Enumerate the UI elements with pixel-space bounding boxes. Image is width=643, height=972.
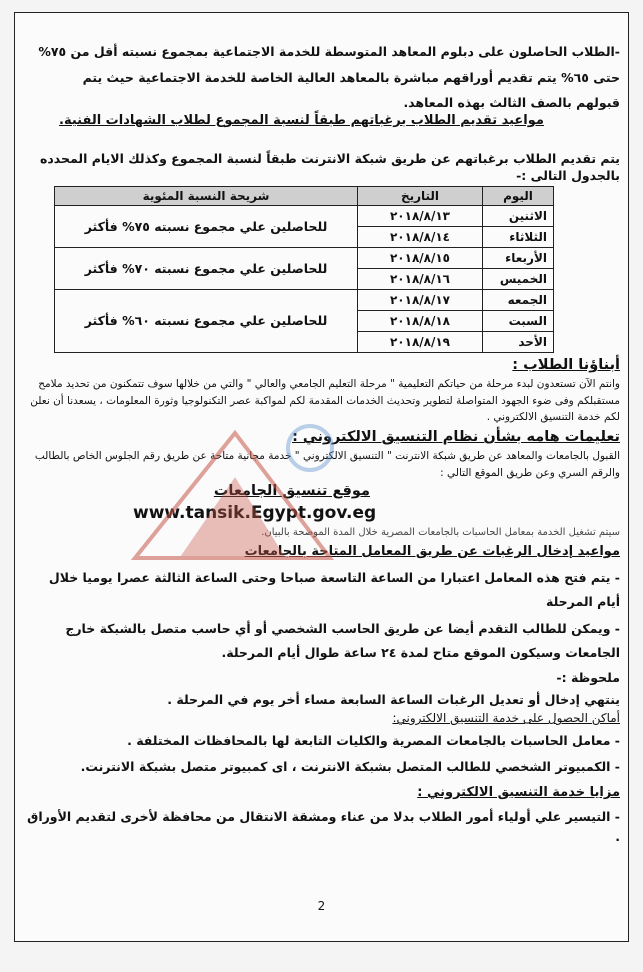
row-day: الخميس <box>483 269 554 290</box>
row-day: الثلاثاء <box>483 227 554 248</box>
row-day: الأحد <box>483 332 554 353</box>
row-bracket: للحاصلين علي مجموع نسبته ٧٥% فأكثر <box>55 206 358 248</box>
row-date: ٢٠١٨/٨/١٧ <box>358 290 483 311</box>
advantages-text: - التيسير علي أولياء أمور الطلاب بدلا من عناء ومشقة الانتقال من محافظة لأخرى لتقديم الأوراق . <box>27 808 620 844</box>
schedule-header-row <box>55 187 554 206</box>
site-note: سيتم تشغيل الخدمة بمعامل الحاسبات بالجامعات المصرية خلال المدة الموضحة بالبيان. <box>261 527 620 539</box>
intro-line-3: قبولهم بالصف الثالث بهذه المعاهد. <box>403 95 620 111</box>
page-number: 2 <box>317 898 326 913</box>
labs-item-1: - يتم فتح هذه المعامل اعتبارا من الساعة التاسعة صباحا وحتى الساعة الثالثة عصرا يوميا خلال أيام المرحلة <box>48 569 620 609</box>
site-url-link[interactable]: www.tansik.Egypt.gov.eg <box>133 502 377 523</box>
labs-item-2: - ويمكن للطالب التقدم أيضا عن طريق الحاسب الشخصي أو أي حاسب متصل بالشبكة خارج الجامعات وسيكون الموقع متاح لمدة ٢٤ ساعة طوال أيام المرحلة. <box>65 621 620 661</box>
intro-paragraph <box>23 39 620 116</box>
table-row <box>55 290 554 311</box>
intro-line-1: -الطلاب الحاصلون على دبلوم المعاهد المتوسطة للخدمة الاجتماعية بمجموع نسبته أقل من ٧٥% <box>38 44 620 59</box>
instructions-heading: تعليمات هامه بشأن نظام التنسيق الالكتروني : <box>292 429 620 446</box>
row-day: الجمعه <box>483 290 554 311</box>
students-heading: أبناؤنا الطلاب : <box>512 357 620 374</box>
row-bracket: للحاصلين علي مجموع نسبته ٧٠% فأكثر <box>55 248 358 290</box>
advantages-heading: مزايا خدمة التنسيق الالكتروني : <box>417 784 620 800</box>
instructions-text: القبول بالجامعات والمعاهد عن طريق شبكة الانترنت " التنسيق الالكتروني " خدمة مجانية متاحة عن طريق رقم الجلوس الخاص بالطالب والرقم السري وعن طريق الموقع التالي : <box>34 450 620 479</box>
row-date: ٢٠١٨/٨/١٤ <box>358 227 483 248</box>
note-text: ينتهي إدخال أو تعديل الرغبات الساعة السابعة مساء أخر يوم في المرحلة . <box>167 691 620 707</box>
places-heading: أماكن الحصول على خدمة التنسيق الالكتروني: <box>392 711 620 726</box>
row-day: السبت <box>483 311 554 332</box>
row-date: ٢٠١٨/٨/١٣ <box>358 206 483 227</box>
schedule-intro: يتم تقديم الطلاب برغباتهم عن طريق شبكة الانترنت طبقاً لنسبة المجموع وكذلك الايام المحدده بالجدول التالى :- <box>40 150 620 183</box>
row-date: ٢٠١٨/٨/١٩ <box>358 332 483 353</box>
table-row <box>55 248 554 269</box>
row-bracket: للحاصلين علي مجموع نسبته ٦٠% فأكثر <box>55 290 358 353</box>
places-item-2: - الكمبيوتر الشخصي للطالب المتصل بشبكة الانترنت ، اى كمبيوتر متصل بشبكة الانترنت. <box>80 758 620 774</box>
students-text: وانتم الآن تستعدون لبدء مرحلة من حياتكم التعليمية " مرحلة التعليم الجامعي والعالي " والتي من خلالها سوف تتمكنون من تحديد ملامح مستقبلكم وفى ضوء الجهود المتواصلة لتطوير وتحديث الخدمات المقدمة لكم لمواكبة عصر التكنولوجيا وثورة المعلومات ، يسعدنا أن نعلن لكم خدمة التنسيق الالكتروني . <box>30 378 620 424</box>
header-day: اليوم <box>483 187 554 206</box>
row-date: ٢٠١٨/٨/١٦ <box>358 269 483 290</box>
row-day: الأربعاء <box>483 248 554 269</box>
row-day: الاثنين <box>483 206 554 227</box>
document-page <box>14 12 629 942</box>
schedule-heading: مواعيد تقديم الطلاب برغباتهم طبقاً لنسبة المجموع لطلاب الشهادات الفنية. <box>59 112 544 128</box>
row-date: ٢٠١٨/٨/١٨ <box>358 311 483 332</box>
schedule-table <box>54 186 554 353</box>
site-row <box>23 481 620 503</box>
row-date: ٢٠١٨/٨/١٥ <box>358 248 483 269</box>
site-heading: موقع تنسيق الجامعات <box>213 482 370 499</box>
intro-line-2: حتى ٦٥% يتم تقديم أوراقهم مباشرة بالمعاهد العالية الخاصة للخدمة الاجتماعية حيث يتم <box>82 69 620 85</box>
table-row <box>55 206 554 227</box>
header-bracket: شريحة النسبة المئوية <box>55 187 358 206</box>
places-item-1: - معامل الحاسبات بالجامعات المصرية والكليات التابعة لها بالمحافظات المختلفة . <box>127 732 620 748</box>
note-label: ملحوظة :- <box>556 669 620 685</box>
labs-heading: مواعيد إدخال الرغبات عن طريق المعامل المتاحة بالجامعات <box>244 543 620 559</box>
header-date: التاريخ <box>358 187 483 206</box>
